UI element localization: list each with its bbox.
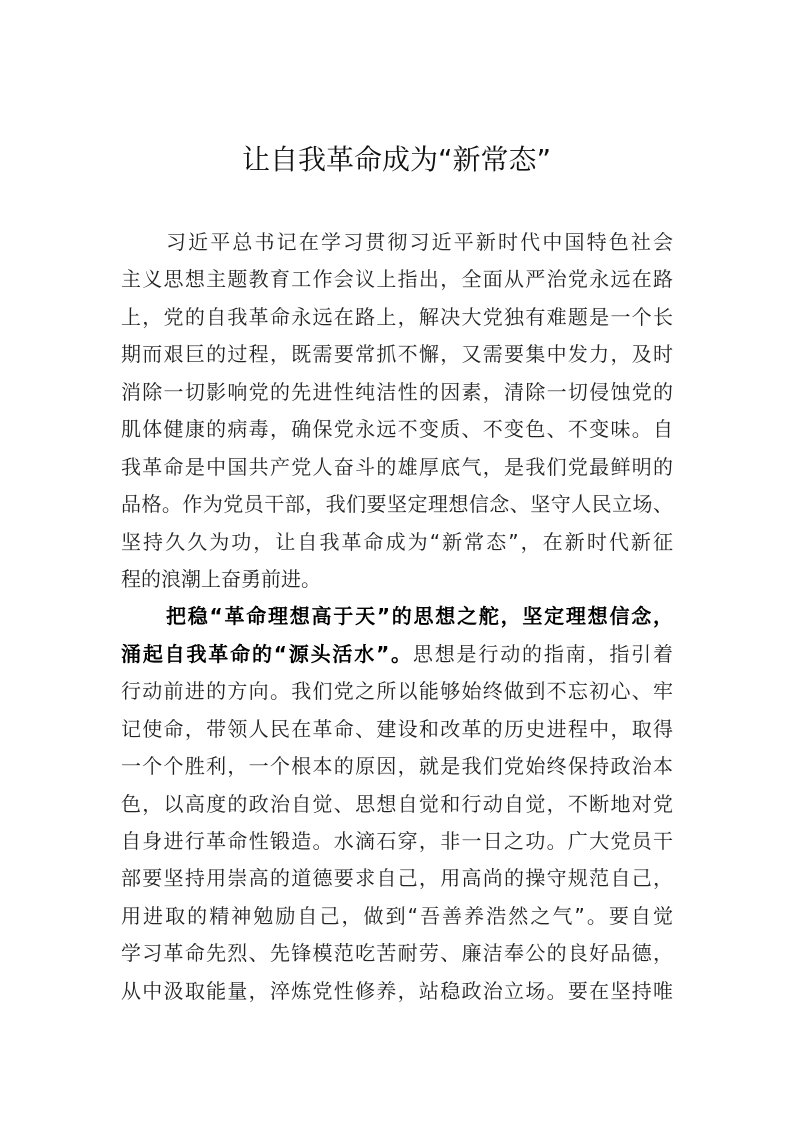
text-segment: 思想是行动的指南，指引着: [412, 641, 673, 666]
text-line: 期而艰巨的过程，既需要常抓不懈，又需要集中发力，及时: [121, 342, 673, 367]
text-line: 主义思想主题教育工作会议上指出，全面从严治党永远在路: [121, 267, 673, 292]
section-heading-line: 把稳“革命理想高于天”的思想之舵，坚定理想信念，: [166, 604, 673, 629]
document-body: [121, 224, 673, 1010]
text-line: 程的浪潮上奋勇前进。: [121, 566, 321, 591]
document-title: 让自我革命成为“新常态”: [241, 143, 551, 176]
text-line: 品格。作为党员干部，我们要坚定理想信念、坚守人民立场、: [121, 492, 673, 517]
paragraph-2: [121, 598, 673, 1010]
section-heading-continuation: 涌起自我革命的“源头活水”。: [121, 641, 413, 666]
text-line: [121, 636, 673, 673]
text-line: 我革命是中国共产党人奋斗的雄厚底气，是我们党最鲜明的: [121, 454, 673, 479]
paragraph-1: [121, 224, 673, 598]
text-line: 消除一切影响党的先进性纯洁性的因素，清除一切侵蚀党的: [121, 379, 673, 404]
text-line: 行动前进的方向。我们党之所以能够始终做到不忘初心、牢: [121, 679, 673, 704]
text-line: 一个个胜利，一个根本的原因，就是我们党始终保持政治本: [121, 754, 673, 779]
text-line: 部要坚持用崇高的道德要求自己，用高尚的操守规范自己，: [121, 866, 673, 891]
text-line: 肌体健康的病毒，确保党永远不变质、不变色、不变味。自: [121, 417, 673, 442]
text-line: 记使命，带领人民在革命、建设和改革的历史进程中，取得: [121, 716, 673, 741]
text-line: 自身进行革命性锻造。水滴石穿，非一日之功。广大党员干: [121, 829, 673, 853]
text-line: 用进取的精神勉励自己，做到“吾善养浩然之气”。要自觉: [121, 903, 673, 928]
text-line: 学习革命先烈、先锋模范吃苦耐劳、廉洁奉公的良好品德，: [121, 941, 673, 966]
text-line: 上，党的自我革命永远在路上，解决大党独有难题是一个长: [121, 304, 673, 329]
text-line: 习近平总书记在学习贯彻习近平新时代中国特色社会: [166, 230, 673, 254]
text-line: 坚持久久为功，让自我革命成为“新常态”，在新时代新征: [121, 529, 673, 554]
text-line: 色，以高度的政治自觉、思想自觉和行动自觉，不断地对党: [121, 791, 673, 816]
text-line: 从中汲取能量，淬炼党性修养，站稳政治立场。要在坚持唯: [121, 978, 673, 1003]
